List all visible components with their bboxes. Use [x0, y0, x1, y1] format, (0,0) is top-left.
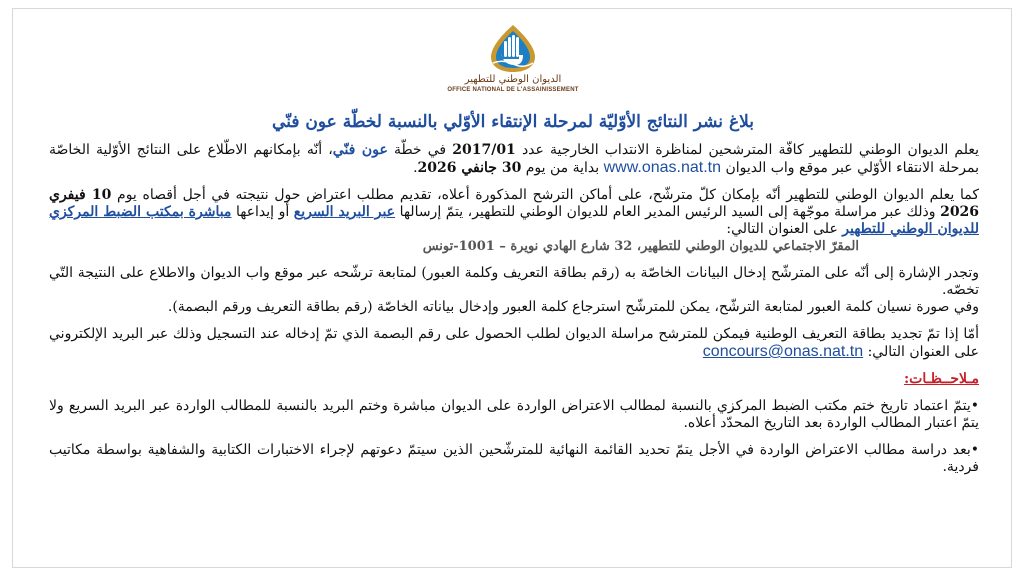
p1-text-2: في خطّة: [393, 142, 447, 158]
p2-text-4: على العنوان التالي:: [726, 221, 838, 237]
announcement-title: بلاغ نشر النتائج الأوّليّة لمرحلة الإنتقاء الأوّلي بالنسبة لخطّة عون فنّي: [272, 112, 754, 132]
p2-text-2: وذلك عبر مراسلة موجّهة إلى السيد الرئيس المدير العام للديوان الوطني للتطهير، يتمّ إرسالها: [399, 204, 936, 220]
p2-text-3: أو إيداعها: [235, 204, 290, 220]
paragraph-login-info: [49, 265, 979, 316]
direct-deposit-option: مباشرة بمكتب الضبط المركزي للديوان الوطني للتطهير: [49, 204, 979, 237]
onas-logo: [447, 23, 579, 94]
p3-line-1: وتجدر الإشارة إلى أنّه على المترشّح إدخال البيانات الخاصّة به (رقم بطاقة التعريف وكلمة العبور) لمتابعة ترشّحه عبر موقع واب الديوان والاطلاع على النتيجة التّي تخصّه.: [49, 265, 979, 298]
note-2: •بعد دراسة مطالب الاعتراض الواردة في الأجل يتمّ تحديد القائمة النهائية للمترشّحين الذين سيتمّ دعوتهم لإجراء الاختبارات الكتابية والشفاهية بواسطة مكاتيب فردية.: [49, 442, 979, 475]
email-link[interactable]: concours@onas.nat.tn: [702, 343, 864, 360]
post-name: عون فنّي: [332, 142, 388, 158]
hand-water-drop-logo-icon: [485, 23, 541, 73]
express-mail-option: عبر البريد السريع: [293, 204, 396, 220]
competition-ref: 2017/01: [452, 142, 516, 158]
document-page: [12, 8, 1012, 568]
office-address: المقرّ الاجتماعي للديوان الوطني للتطهير، 32 شارع الهادي نويرة – 1001-تونس: [422, 239, 859, 254]
note-1: •يتمّ اعتماد تاريخ ختم مكتب الضبط المركزي بالنسبة لمطالب الاعتراض الواردة على الديوان مباشرة وختم البريد بالنسبة للمطالب الواردة عبر البريد السريع ولا يتمّ اعتبار المطالب الواردة بعد التاريخ المحدّد أعلاه.: [49, 398, 979, 431]
logo-arabic-name: الديوان الوطني للتطهير: [464, 74, 562, 85]
p2-text-1: كما يعلم الديوان الوطني للتطهير أنّه بإمكان كلّ مترشّح، على أماكن الترشح المذكورة أعلاه، تقديم مطلب اعتراض حول نتيجته في أجل أقصاه يوم: [117, 187, 980, 203]
announcement-body: [49, 142, 979, 486]
publish-date: 30 جانفي 2026: [417, 160, 522, 176]
objection-deadline: 10 فيفري 2026: [49, 187, 980, 220]
p1-text-4: بداية من يوم: [525, 160, 600, 176]
p1-text-1: يعلم الديوان الوطني للتطهير كافّة المترشحين لمناظرة الانتداب الخارجية عدد: [521, 142, 979, 158]
paragraph-id-renewal: [49, 326, 979, 361]
paragraph-results: [49, 142, 979, 177]
notes-heading: مـلاحــظـات:: [903, 371, 979, 387]
paragraph-objection: [49, 187, 979, 255]
website-link[interactable]: www.onas.nat.tn: [603, 159, 722, 176]
p1-text-5: .: [413, 160, 418, 176]
p3-line-2: وفي صورة نسيان كلمة العبور لمتابعة الترشّح، يمكن للمترشّح استرجاع كلمة العبور وإدخال بياناته الخاصّة (رقم بطاقة التعريف ورقم البصمة).: [167, 299, 979, 315]
p1-text-3: ، أنّه بإمكانهم الاطّلاع على النتائج الأوّلية الخاصّة بمرحلة الانتقاء الأوّلي عبر موقع واب الديوان: [49, 142, 979, 176]
p4-text-1: أمّا إذا تمّ تجديد بطاقة التعريف الوطنية فيمكن للمترشح مراسلة الديوان لطلب الحصول على رقم البصمة الذي تمّ إدخاله عند التسجيل وذلك عبر البريد الإلكتروني على العنوان التالي:: [49, 326, 979, 360]
logo-french-name: OFFICE NATIONAL DE L'ASSAINISSEMENT: [447, 87, 579, 93]
